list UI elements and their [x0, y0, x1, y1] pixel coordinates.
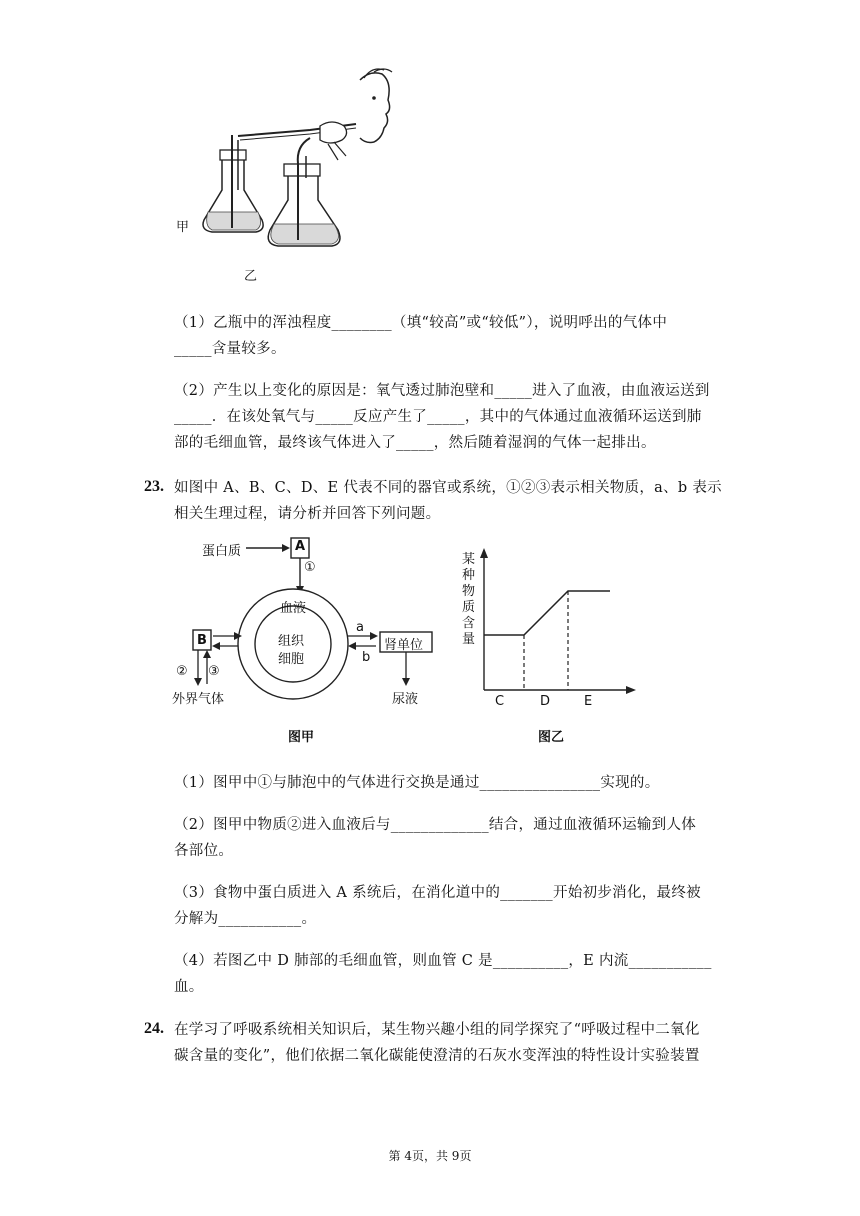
q23-intro-line2: 相关生理过程，请分析并回答下列问题。 [174, 506, 441, 522]
q22-part2-line1: （2）产生以上变化的原因是：氧气透过肺泡壁和_____进入了血液，由血液运送到 [174, 383, 710, 399]
q23-sub4-line1: （4）若图乙中 D 肺部的毛细血管，则血管 C 是__________，E 内流___________ [174, 953, 712, 969]
fig-jia-cells-line2: 细胞 [278, 652, 305, 667]
q23-sub3-line2: 分解为___________。 [174, 911, 317, 927]
q22-part2-line3: 部的毛细血管，最终该气体进入了_____，然后随着湿润的气体一起排出。 [174, 435, 656, 451]
figure-yi-graph [450, 540, 650, 710]
fig-jia-box-b: B [197, 633, 207, 648]
fig-yi-ylabel: 某种物质含量 [462, 552, 476, 647]
flask-yi-label: 乙 [244, 269, 258, 284]
fig-jia-outside-air: 外界气体 [172, 692, 225, 707]
q23-sub1: （1）图甲中①与肺泡中的气体进行交换是通过________________实现的。 [174, 775, 660, 791]
fig-jia-arrow-b: b [362, 650, 371, 665]
fig-jia-box-a: A [295, 539, 306, 554]
q24-number: 24. [144, 1020, 164, 1037]
q23-intro-line1: 如图中 A、B、C、D、E 代表不同的器官或系统，①②③表示相关物质，a、b 表示 [174, 480, 722, 496]
fig-yi-xlabel-e: E [584, 694, 593, 709]
fig-yi-caption: 图乙 [538, 730, 565, 745]
fig-jia-num1: ① [304, 560, 316, 575]
fig-jia-urine: 尿液 [392, 692, 419, 707]
q22-part2-line2: _____．在该处氧气与_____反应产生了_____，其中的气体通过血液循环运送到肺 [174, 409, 702, 425]
fig-yi-xlabel-c: C [495, 694, 505, 709]
fig-jia-caption: 图甲 [288, 730, 315, 745]
fig-jia-num3: ③ [208, 664, 220, 679]
q23-sub4-line2: 血。 [174, 979, 204, 995]
fig-jia-blood: 血液 [280, 601, 307, 616]
q24-line2: 碳含量的变化”，他们依据二氧化碳能使澄清的石灰水变浑浊的特性设计实验装置 [174, 1048, 700, 1064]
q23-sub2-line2: 各部位。 [174, 843, 234, 859]
q24-line1: 在学习了呼吸系统相关知识后，某生物兴趣小组的同学探究了“呼吸过程中二氧化 [174, 1022, 700, 1038]
page-footer: 第 4页，共 9页 [388, 1149, 472, 1163]
breathing-apparatus-figure [160, 60, 400, 290]
fig-jia-arrow-a: a [356, 620, 364, 635]
q23-sub2-line1: （2）图甲中物质②进入血液后与_____________结合，通过血液循环运输到人体 [174, 817, 697, 833]
q22-part1-line1: （1）乙瓶中的浑浊程度________（填“较高”或“较低”），说明呼出的气体中 [174, 315, 668, 331]
content-curve [484, 591, 610, 635]
fig-yi-xlabel-d: D [540, 694, 551, 709]
q23-number: 23. [144, 478, 164, 495]
fig-jia-protein: 蛋白质 [202, 544, 242, 559]
fig-jia-kidney: 肾单位 [384, 638, 424, 653]
q22-part1-line2: _____含量较多。 [174, 341, 286, 357]
fig-jia-num2: ② [176, 664, 188, 679]
q23-sub3-line1: （3）食物中蛋白质进入 A 系统后，在消化道中的_______开始初步消化，最终被 [174, 885, 701, 901]
fig-jia-cells-line1: 组织 [278, 634, 305, 649]
flask-jia-label: 甲 [176, 220, 190, 235]
